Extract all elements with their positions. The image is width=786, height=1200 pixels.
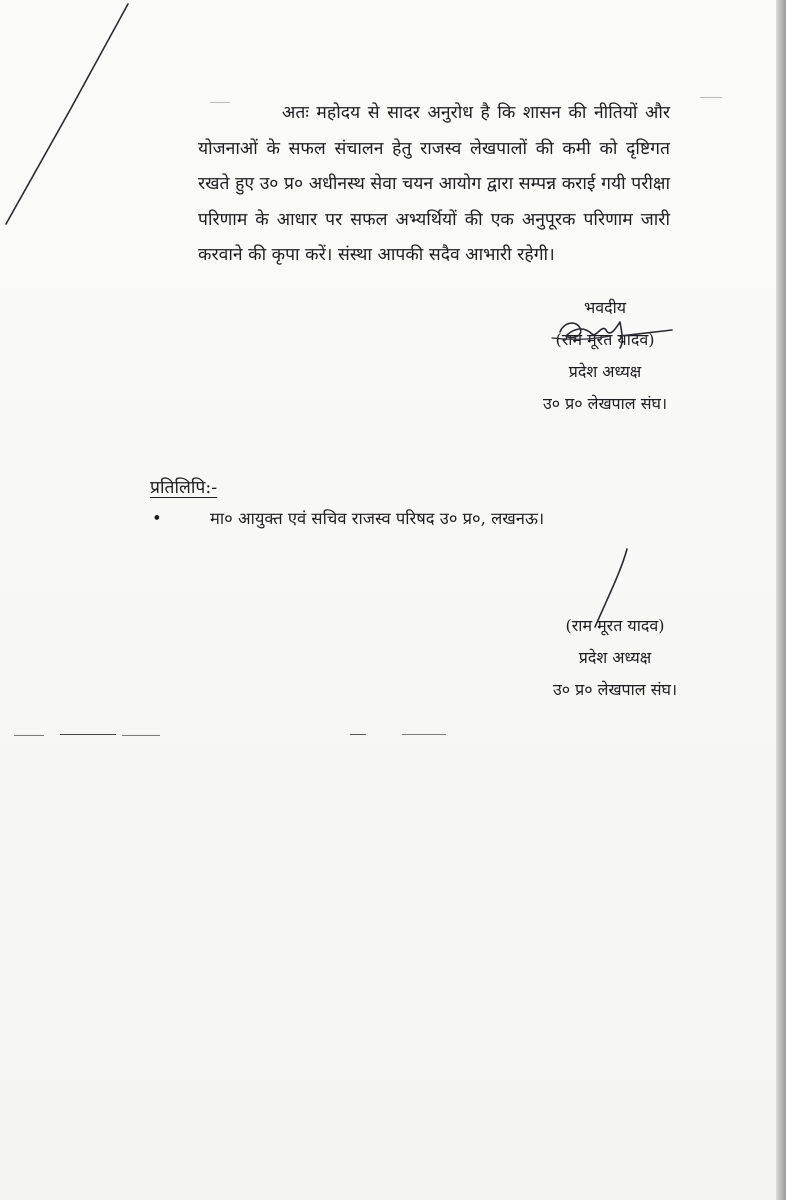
bullet-icon: • [152, 509, 162, 528]
scan-mark-top-right [700, 97, 722, 98]
letter-body-paragraph: अतः महोदय से सादर अनुरोध है कि शासन की नीतियों और योजनाओं के सफल संचालन हेतु राजस्व लेखपालों की कमी को दृष्टिगत रखते हुए उ० प्र० अधीनस्थ सेवा चयन आयोग द्वारा सम्पन्न कराई गयी परीक्षा परिणाम के आधार पर सफल अभ्यर्थियों की एक अनुपूरक परिणाम जारी करवाने की कृपा करें। संस्था आपकी सदैव आभारी रहेगी। [198, 103, 670, 265]
copy-recipient-text: मा० आयुक्त एवं सचिव राजस्व परिषद उ० प्र०, लखनऊ। [210, 509, 545, 528]
scan-mark-divider-4 [350, 734, 366, 735]
scan-mark-divider-5 [402, 734, 446, 735]
copy-to-list [150, 505, 544, 533]
scan-mark-divider-1 [14, 735, 44, 736]
list-item [150, 505, 544, 533]
closing-text: भवदीय [583, 298, 627, 317]
copy-to-heading: प्रतिलिपि:- [150, 478, 218, 498]
scan-mark-divider-2 [60, 734, 116, 735]
copy-signatory-name: (राम मूरत यादव) [565, 616, 665, 635]
signature-block-copy [540, 610, 690, 706]
page-edge-shadow [776, 0, 786, 1200]
scan-mark-divider-3 [122, 735, 160, 736]
pen-stroke-mark [0, 0, 140, 240]
signatory-name: (राम मूरत यादव) [555, 330, 655, 349]
handwritten-signature [550, 310, 680, 354]
signatory-designation: प्रदेश अध्यक्ष [568, 362, 642, 381]
signatory-organization: उ० प्र० लेखपाल संघ। [542, 394, 668, 413]
copy-signatory-designation: प्रदेश अध्यक्ष [578, 648, 652, 667]
copy-signatory-organization: उ० प्र० लेखपाल संघ। [552, 680, 678, 699]
